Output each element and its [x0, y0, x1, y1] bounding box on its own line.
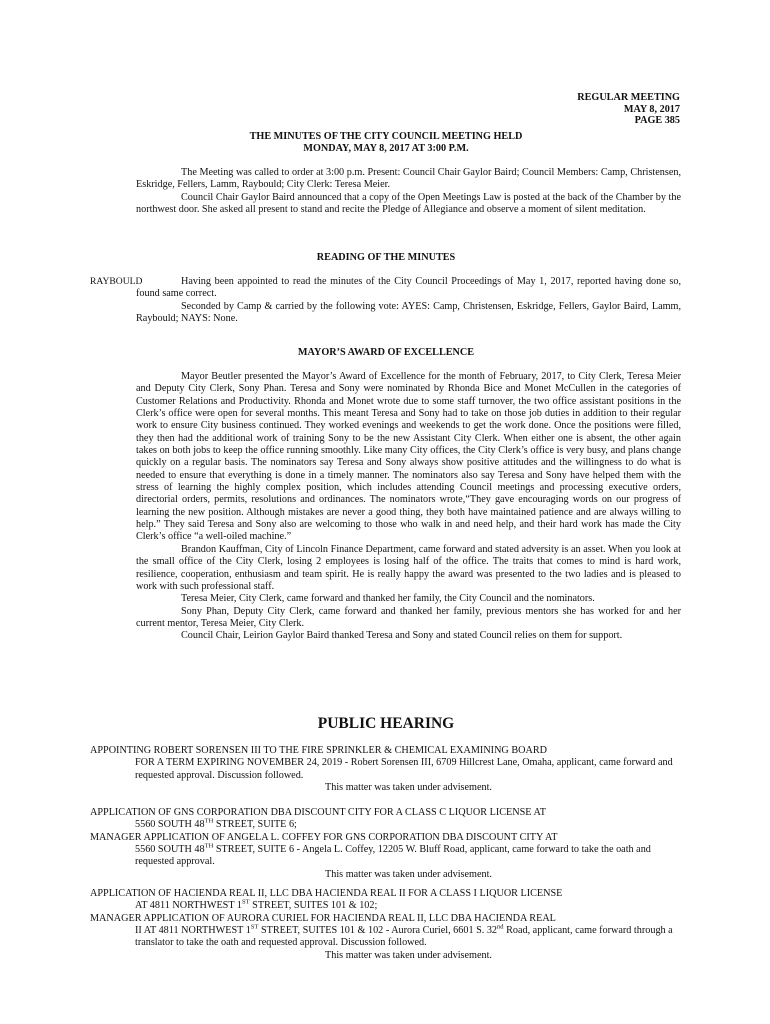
intro-section [136, 167, 681, 216]
hearing-item-3b-title: MANAGER APPLICATION OF AURORA CURIEL FOR HACIENDA REAL II, LLC DBA HACIENDA REAL [90, 912, 556, 924]
header-meeting-type: REGULAR MEETING [577, 92, 680, 103]
reading-paragraph-1: Having been appointed to read the minutes of the City Council Proceedings of May 1, 2017, reported having done so, found same correct. [136, 276, 681, 300]
intro-paragraph-2: Council Chair Gaylor Baird announced that a copy of the Open Meetings Law is posted at the back of the Chamber by the northwest door. She asked all present to stand and recite the Pledge of Allegiance and observe a moment of silent meditation. [136, 191, 681, 216]
public-hearing-heading: PUBLIC HEARING [317, 715, 455, 732]
reading-paragraph-2: Seconded by Camp & carried by the following vote: AYES: Camp, Christensen, Eskridge, Fellers, Gaylor Baird, Lamm, Raybould; NAYS: None. [136, 300, 681, 325]
hearing-item-2b-title: MANAGER APPLICATION OF ANGELA L. COFFEY FOR GNS CORPORATION DBA DISCOUNT CITY AT [90, 831, 558, 843]
reading-section [136, 276, 681, 325]
header-page-number: PAGE 385 [634, 115, 680, 126]
hearing-item-1-title: APPOINTING ROBERT SORENSEN III TO THE FIRE SPRINKLER & CHEMICAL EXAMINING BOARD [90, 745, 547, 756]
reading-reader-label: RAYBOULD [90, 276, 143, 287]
hearing-item-1-advisement: This matter was taken under advisement. [325, 782, 492, 794]
award-paragraph-3: Teresa Meier, City Clerk, came forward and thanked her family, the City Council and the nominators. [181, 593, 595, 605]
hearing-item-2b-text: 5560 SOUTH 48TH STREET, SUITE 6 - Angela L. Coffey, 12205 W. Bluff Road, applicant, came forward to take the oath and requested approval. [135, 842, 651, 868]
intro-paragraph-1: The Meeting was called to order at 3:00 p.m. Present: Council Chair Gaylor Baird; Council Members: Camp, Christensen, Eskridge, Fellers, Lamm, Raybould; City Clerk: Teresa Meier. [136, 167, 681, 191]
title-line-2: MONDAY, MAY 8, 2017 AT 3:00 P.M. [303, 143, 469, 154]
award-paragraph-1: Mayor Beutler presented the Mayor’s Award of Excellence for the month of February, 2017, to City Clerk, Teresa Meier and Deputy City Clerk, Sony Phan. Teresa and Sony were nominated by Rhonda Bice and Monet McCullen in the categories of Customer Relations and Productivity. Rhonda and Monet wrote due to some staff turnover, the two office assistant positions in the Clerk’s office were open for several months. This meant Teresa and Sony had to take on those job duties in addition to their regular work to ensure City business continued. They worked evenings and weekends to get the work done. Once the positions were filled, they then had the additional work of training Sony to be the new Assistant City Clerk. When either one is absent, the other again takes on both jobs to keep the office running smoothly. Like many City offices, the City Clerk’s office is very busy, and plans change quickly on a regular basis. The nominators say Teresa and Sony always show positive attitudes and the willingness to do what is needed to ensure that everything is done in a timely manner. The nominators also say Teresa and Sony have helped them with the stress of learning the highly complex position, which includes attending Council meetings and processing executive orders, directorial orders, permits, resolutions and ordinances. The nominators wrote,“They gave encouraging words on our progress of learning the new position. Although mistakes are never a good thing, they both have maintained patience and are always willing to help.” They said Teresa and Sony also are welcoming to those who walk in and need help, and their hard work has made the City Clerk’s office “a well-oiled machine.” [136, 371, 681, 543]
hearing-item-2 [90, 807, 682, 881]
award-heading: MAYOR’S AWARD OF EXCELLENCE [297, 347, 475, 358]
hearing-item-2a-title: APPLICATION OF GNS CORPORATION DBA DISCOUNT CITY FOR A CLASS C LIQUOR LICENSE AT [90, 807, 546, 818]
page-header [577, 92, 680, 127]
hearing-item-3a-text: AT 4811 NORTHWEST 1ST STREET, SUITES 101 & 102; [135, 898, 378, 912]
header-date: MAY 8, 2017 [623, 103, 680, 115]
hearing-item-3a-title: APPLICATION OF HACIENDA REAL II, LLC DBA HACIENDA REAL II FOR A CLASS I LIQUOR LICENSE [90, 888, 563, 899]
award-paragraph-2: Brandon Kauffman, City of Lincoln Finance Department, came forward and stated adversity is an asset. When you look at the small office of the City Clerk, losing 2 employees is losing half of the office. The traits that comes to mind is hard work, resilience, cooperation, enthusiasm and team spirit. He is really happy the award was presented to the two ladies and is pleased to work with such professional staff. [136, 543, 681, 592]
hearing-item-3-advisement: This matter was taken under advisement. [325, 949, 492, 961]
hearing-item-2a-text: 5560 SOUTH 48TH STREET, SUITE 6; [135, 817, 297, 831]
title-line-1: THE MINUTES OF THE CITY COUNCIL MEETING HELD [249, 131, 523, 142]
award-paragraph-4: Sony Phan, Deputy City Clerk, came forward and thanked her family, previous mentors she has worked for and her current mentor, Teresa Meier, City Clerk. [136, 605, 681, 629]
hearing-item-3b-text: II AT 4811 NORTHWEST 1ST STREET, SUITES 101 & 102 - Aurora Curiel, 6601 S. 32nd Road, applicant, came forward through a translator to take the oath and requested approval. Discussion followed. [135, 923, 673, 949]
document-title [136, 131, 636, 155]
hearing-item-3 [90, 888, 682, 962]
hearing-item-1-text: FOR A TERM EXPIRING NOVEMBER 24, 2019 - Robert Sorensen III, 6709 Hillcrest Lane, Omaha, applicant, came forward and requested approval. Discussion followed. [135, 757, 673, 781]
award-paragraph-5: Council Chair, Leirion Gaylor Baird thanked Teresa and Sony and stated Council relies on them for support. [181, 630, 623, 642]
award-section [136, 371, 681, 643]
reading-heading: READING OF THE MINUTES [316, 252, 456, 263]
hearing-item-1 [90, 745, 682, 794]
hearing-item-2-advisement: This matter was taken under advisement. [325, 868, 492, 880]
